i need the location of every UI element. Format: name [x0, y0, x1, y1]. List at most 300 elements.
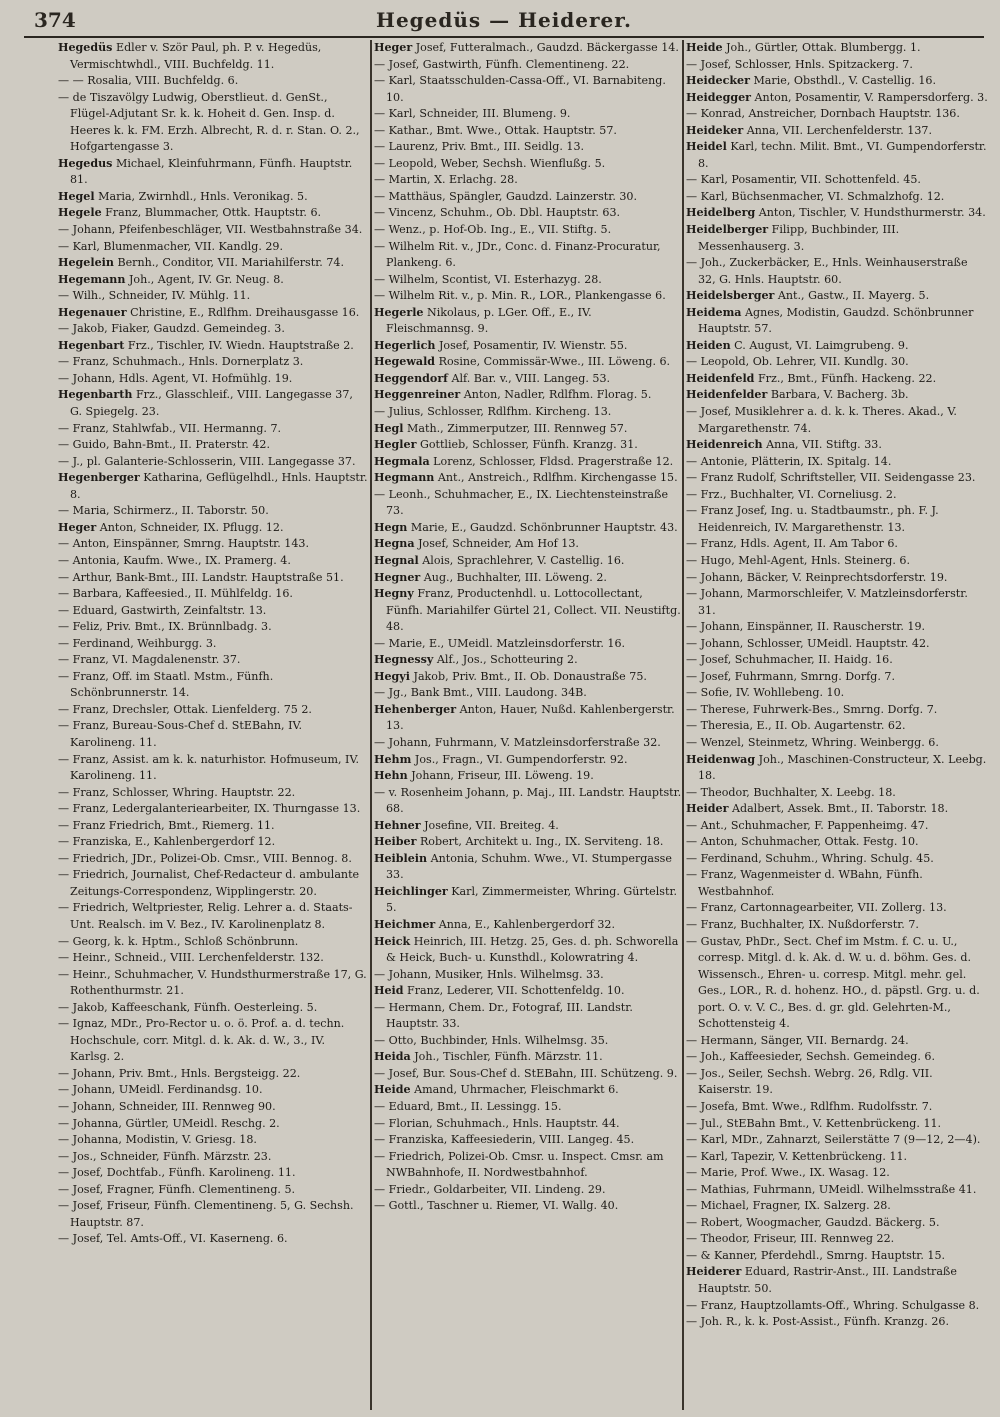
- entry-details: — Friedrich, Polizei-Ob. Cmsr. u. Inspect. Cmsr. am NWBahnhofe, II. Nordwestbahnhof.: [374, 1149, 664, 1180]
- entry-details: — Heinr., Schuhmacher, V. Hundsthurmerstraße 17, G. Rothenthurmstr. 21.: [58, 967, 367, 998]
- directory-entry: [58, 387, 368, 420]
- entry-surname: Hegenauer: [58, 305, 127, 319]
- directory-entry: [374, 106, 682, 123]
- directory-entry: [374, 1033, 682, 1050]
- directory-entry: [686, 619, 988, 636]
- entry-details: Franz, Blummacher, Ottk. Hauptstr. 6.: [105, 206, 322, 220]
- directory-entry: [58, 900, 368, 933]
- entry-details: — Franz, Stahlwfab., VII. Hermanng. 7.: [58, 421, 282, 435]
- entry-details: — J., pl. Galanterie-Schlosserin, VIII. Langegasse 37.: [58, 454, 356, 468]
- page-header: [24, 6, 984, 38]
- entry-details: — Anton, Schuhmacher, Ottak. Festg. 10.: [686, 835, 919, 849]
- directory-entry: [374, 1182, 682, 1199]
- entry-surname: Hegenberger: [58, 471, 140, 485]
- directory-entry: [686, 718, 988, 735]
- directory-entry: [58, 553, 368, 570]
- directory-entry: [58, 1182, 368, 1199]
- entry-details: Anton, Posamentir, V. Rampersdorferg. 3.: [754, 90, 988, 104]
- directory-entry: [686, 1033, 988, 1050]
- directory-entry: [686, 917, 988, 934]
- entry-surname: Heick: [374, 934, 411, 948]
- entry-surname: Hegedus: [58, 156, 113, 170]
- entry-details: — Johann, UMeidl. Ferdinandsg. 10.: [58, 1083, 263, 1097]
- directory-entry: [58, 1165, 368, 1182]
- entry-details: — Eduard, Bmt., II. Lessingg. 15.: [374, 1100, 562, 1113]
- directory-entry: [374, 156, 682, 173]
- entry-details: — Jakob, Fiaker, Gaudzd. Gemeindeg. 3.: [58, 322, 285, 336]
- entry-details: — Josefa, Bmt. Wwe., Rdlfhm. Rudolfsstr. 7.: [686, 1100, 933, 1113]
- entry-details: — Josef, Gastwirth, Fünfh. Clementineng. 22.: [374, 57, 630, 71]
- entry-details: — Franz, VI. Magdalenenstr. 37.: [58, 653, 241, 667]
- directory-entry: [58, 371, 368, 388]
- entry-details: — Marie, E., UMeidl. Matzleinsdorferstr. 16.: [374, 636, 626, 650]
- entry-details: — Franz, Hauptzollamts-Off., Whring. Schulgasse 8.: [686, 1298, 980, 1312]
- entry-details: — Franz, Bureau-Sous-Chef d. StEBahn, IV. Karolineng. 11.: [58, 719, 303, 749]
- directory-entry: [686, 454, 988, 471]
- directory-entry: [686, 1231, 988, 1248]
- entry-details: Heinrich, III. Hetzg. 25, Ges. d. ph. Schworella & Heick, Buch- u. Kunsthdl., Kolowratring 4.: [386, 934, 679, 965]
- entry-details: — Gustav, PhDr., Sect. Chef im Mstm. f. C. u. U., corresp. Mitgl. d. k. Ak. d. W. u. d. böhm. Ges. d. Wissensch., Ehren- u. corresp. Mitgl. mehr. gel. Ges., LOR., R. d. hohenz. HO., d. päpstl. Grg. u. d. port. O. v. V. C., Bes. d. gr. gld. Gelehrten-M., Schottensteig 4.: [686, 934, 980, 1031]
- directory-entry: [374, 1198, 682, 1215]
- entry-details: Edler v. Ször Paul, ph. P. v. Hegedüs, Vermischtwhdl., VIII. Buchfeldg. 11.: [70, 41, 322, 71]
- entry-details: — Sofie, IV. Wohllebeng. 10.: [686, 686, 845, 700]
- entry-details: — Hermann, Sänger, VII. Bernardg. 24.: [686, 1033, 909, 1047]
- entry-details: — Therese, Fuhrwerk-Bes., Smrng. Dorfg. 7.: [686, 702, 938, 716]
- directory-entry: [686, 636, 988, 653]
- entry-details: — Josef, Fragner, Fünfh. Clementineng. 5.: [58, 1182, 296, 1196]
- entry-details: — Anton, Einspänner, Smrng. Hauptstr. 143.: [58, 537, 310, 551]
- entry-surname: Hegl: [374, 421, 404, 435]
- directory-entry: [58, 702, 368, 719]
- directory-entry: [686, 801, 988, 818]
- entry-surname: Heida: [374, 1050, 411, 1064]
- entry-surname: Heide: [374, 1083, 411, 1097]
- directory-entry: [686, 834, 988, 851]
- directory-entry: [686, 1264, 988, 1297]
- directory-entry: [374, 288, 682, 305]
- entry-surname: Hegele: [58, 206, 102, 220]
- entry-details: — Karl, Posamentir, VII. Schottenfeld. 45.: [686, 173, 921, 187]
- entry-details: — Josef, Bur. Sous-Chef d. StEBahn, III. Schützeng. 9.: [374, 1066, 678, 1080]
- entry-details: — Leonh., Schuhmacher, E., IX. Liechtensteinstraße 73.: [374, 487, 669, 518]
- entry-details: Marie, E., Gaudzd. Schönbrunner Hauptstr. 43.: [410, 520, 678, 534]
- directory-entry: [686, 73, 988, 90]
- entry-details: — Johann, Musiker, Hnls. Wilhelmsg. 33.: [374, 967, 604, 981]
- entry-details: Anton, Tischler, V. Hundsthurmerstr. 34.: [758, 206, 986, 220]
- entry-details: — Wilhelm Rit. v., JDr., Conc. d. Finanz-Procuratur, Plankeng. 6.: [374, 239, 661, 270]
- entry-surname: Hegny: [374, 587, 414, 601]
- entry-details: Rosine, Commissär-Wwe., III. Löweng. 6.: [438, 355, 671, 369]
- directory-entry: [686, 1049, 988, 1066]
- directory-entry: [686, 487, 988, 504]
- directory-entry: [374, 1132, 682, 1149]
- entry-surname: Hegerle: [374, 305, 424, 319]
- directory-entry: [686, 536, 988, 553]
- entry-details: — Leopold, Weber, Sechsh. Wienflußg. 5.: [374, 156, 606, 170]
- entry-details: Nikolaus, p. LGer. Off., E., IV. Fleischmannsg. 9.: [386, 305, 592, 336]
- entry-details: — Guido, Bahn-Bmt., II. Praterstr. 42.: [58, 438, 270, 452]
- directory-entry: [374, 487, 682, 520]
- directory-entry: [374, 205, 682, 222]
- directory-entry: [374, 1149, 682, 1182]
- directory-entry: [686, 570, 988, 587]
- directory-entry: [58, 1082, 368, 1099]
- directory-entry: [686, 503, 988, 536]
- entry-details: Anna, VII. Lerchenfelderstr. 137.: [746, 123, 932, 137]
- directory-entry: [58, 867, 368, 900]
- entry-surname: Hehner: [374, 818, 421, 832]
- entry-details: — Feliz, Priv. Bmt., IX. Brünnlbadg. 3.: [58, 620, 272, 634]
- directory-entry: [58, 205, 368, 222]
- entry-details: Frz., Bmt., Fünfh. Hackeng. 22.: [757, 371, 937, 385]
- directory-entry: [58, 967, 368, 1000]
- entry-surname: Heger: [374, 41, 413, 54]
- entry-surname: Hehn: [374, 769, 408, 783]
- entry-details: — Joh. R., k. k. Post-Assist., Fünfh. Kranzg. 26.: [686, 1315, 949, 1329]
- entry-details: Aug., Buchhalter, III. Löweng. 2.: [423, 570, 607, 584]
- entry-details: — Karl, MDr., Zahnarzt, Seilerstätte 7 (9—12, 2—4).: [686, 1133, 981, 1147]
- directory-entry: [374, 1066, 682, 1083]
- column-1: [58, 40, 368, 1412]
- directory-entry: [58, 272, 368, 289]
- directory-entry: [686, 139, 988, 172]
- directory-entry: [58, 437, 368, 454]
- directory-entry: [58, 1000, 368, 1017]
- directory-entry: [686, 851, 988, 868]
- directory-entry: [374, 139, 682, 156]
- entry-surname: Hegedüs: [58, 41, 113, 54]
- directory-entry: [374, 1000, 682, 1033]
- entry-details: Christine, E., Rdlfhm. Dreihausgasse 16.: [130, 305, 360, 319]
- entry-details: Agnes, Modistin, Gaudzd. Schönbrunner Hauptstr. 57.: [698, 305, 974, 336]
- entry-details: Josef, Posamentir, IV. Wienstr. 55.: [438, 338, 628, 352]
- entry-details: — Kathar., Bmt. Wwe., Ottak. Hauptstr. 57.: [374, 123, 617, 137]
- directory-entry: [686, 586, 988, 619]
- entry-details: Bernh., Conditor, VII. Mariahilferstr. 74.: [117, 256, 344, 270]
- entry-surname: Heidecker: [686, 74, 750, 88]
- entry-details: C. August, VI. Laimgrubeng. 9.: [734, 338, 909, 352]
- directory-entry: [58, 1231, 368, 1248]
- directory-entry: [374, 305, 682, 338]
- directory-entry: [58, 239, 368, 256]
- entry-details: — Karl, Büchsenmacher, VI. Schmalzhofg. 12.: [686, 189, 945, 203]
- directory-entry: [374, 1099, 682, 1116]
- directory-entry: [686, 205, 988, 222]
- directory-entry: [374, 570, 682, 587]
- entry-details: — Franz, Off. im Staatl. Mstm., Fünfh. Schönbrunnerstr. 14.: [58, 669, 274, 700]
- entry-details: Anton, Nadler, Rdlfhm. Florag. 5.: [463, 388, 652, 402]
- entry-details: — Gottl., Taschner u. Riemer, VI. Wallg. 40.: [374, 1199, 619, 1213]
- directory-entry: [374, 884, 682, 917]
- entry-details: Antonia, Schuhm. Wwe., VI. Stumpergasse 33.: [386, 851, 672, 882]
- entry-details: — Joh., Kaffeesieder, Sechsh. Gemeindeg. 6.: [686, 1050, 936, 1064]
- entry-surname: Hegerlich: [374, 338, 436, 352]
- entry-surname: Hegewald: [374, 355, 436, 369]
- entry-details: — Franz, Hdls. Agent, II. Am Tabor 6.: [686, 537, 898, 551]
- directory-entry: [58, 454, 368, 471]
- entry-details: — Antonie, Plätterin, IX. Spitalg. 14.: [686, 454, 892, 468]
- directory-entry: [686, 652, 988, 669]
- directory-entry: [58, 619, 368, 636]
- directory-entry: [374, 768, 682, 785]
- entry-details: — Josef, Tel. Amts-Off., VI. Kaserneng. 6.: [58, 1232, 288, 1246]
- directory-entry: [58, 354, 368, 371]
- entry-surname: Hegemann: [58, 272, 126, 286]
- entry-details: Katharina, Geflügelhdl., Hnls. Hauptstr. 8.: [70, 471, 368, 501]
- entry-details: Ant., Anstreich., Rdlfhm. Kirchengasse 15.: [437, 471, 678, 485]
- entry-surname: Heiderer: [686, 1265, 742, 1279]
- entry-details: — Hugo, Mehl-Agent, Hnls. Steinerg. 6.: [686, 553, 911, 567]
- entry-details: — Jul., StEBahn Bmt., V. Kettenbrückeng. 11.: [686, 1116, 942, 1130]
- entry-details: Franz, Productenhdl. u. Lottocollectant, Fünfh. Mariahilfer Gürtel 21, Collect. VII. Neustiftg. 48.: [386, 587, 681, 634]
- directory-entry: [58, 73, 368, 90]
- directory-entry: [374, 636, 682, 653]
- entry-details: — Karl, Blumenmacher, VII. Kandlg. 29.: [58, 239, 284, 253]
- entry-surname: Hegnal: [374, 553, 419, 567]
- running-head: Hegedüs — Heiderer.: [376, 8, 632, 32]
- entry-details: Alf. Bar. v., VIII. Langeg. 53.: [451, 371, 611, 385]
- entry-details: — Ferdinand, Weihburgg. 3.: [58, 636, 217, 650]
- directory-entry: [58, 801, 368, 818]
- entry-details: Jos., Fragn., VI. Gumpendorferstr. 92.: [414, 752, 628, 766]
- directory-entry: [374, 752, 682, 769]
- entry-details: — Josef, Schuhmacher, II. Haidg. 16.: [686, 653, 893, 667]
- entry-details: Barbara, V. Bacherg. 3b.: [770, 388, 909, 402]
- entry-details: — Karl, Schneider, III. Blumeng. 9.: [374, 107, 571, 121]
- entry-surname: Heide: [686, 41, 723, 54]
- entry-details: — Julius, Schlosser, Rdlfhm. Kircheng. 13.: [374, 405, 612, 419]
- directory-entry: [58, 818, 368, 835]
- directory-entry: [686, 338, 988, 355]
- entry-details: — Florian, Schuhmach., Hnls. Hauptstr. 44.: [374, 1116, 620, 1130]
- entry-details: — Johann, Priv. Bmt., Hnls. Bergsteigg. 22.: [58, 1066, 301, 1080]
- directory-entry: [686, 305, 988, 338]
- entry-details: — Frz., Buchhalter, VI. Corneliusg. 2.: [686, 487, 897, 501]
- entry-details: Joh., Gürtler, Ottak. Blumbergg. 1.: [726, 41, 921, 54]
- directory-entry: [374, 371, 682, 388]
- entry-details: — Friedrich, Journalist, Chef-Redacteur d. ambulante Zeitungs-Correspondenz, Wipplingerstr. 20.: [58, 868, 360, 898]
- entry-surname: Hegenbarth: [58, 388, 133, 402]
- directory-entry: [686, 123, 988, 140]
- entry-details: — Laurenz, Priv. Bmt., III. Seidlg. 13.: [374, 140, 585, 154]
- entry-details: Robert, Architekt u. Ing., IX. Serviteng. 18.: [419, 835, 664, 849]
- entry-surname: Heichlinger: [374, 884, 448, 898]
- directory-entry: [58, 785, 368, 802]
- entry-details: — Franz, Ledergalanteriearbeiter, IX. Thurngasse 13.: [58, 802, 361, 816]
- directory-entry: [374, 1116, 682, 1133]
- directory-entry: [374, 536, 682, 553]
- directory-entry: [374, 834, 682, 851]
- entry-details: — Johann, Hdls. Agent, VI. Hofmühlg. 19.: [58, 371, 293, 385]
- entry-details: — Mathias, Fuhrmann, UMeidl. Wilhelmsstraße 41.: [686, 1182, 977, 1196]
- entry-details: Ant., Gastw., II. Mayerg. 5.: [777, 289, 930, 303]
- column-3: [686, 40, 988, 1412]
- entry-details: — Konrad, Anstreicher, Dornbach Hauptstr. 136.: [686, 107, 960, 121]
- directory-entry: [686, 1132, 988, 1149]
- entry-details: — Wilh., Schneider, IV. Mühlg. 11.: [58, 289, 251, 303]
- entry-surname: Hegenbart: [58, 338, 125, 352]
- directory-entry: [58, 570, 368, 587]
- entry-details: — Franziska, Kaffeesiederin, VIII. Langeg. 45.: [374, 1133, 635, 1147]
- directory-entry: [686, 900, 988, 917]
- directory-entry: [686, 222, 988, 255]
- entry-surname: Heggenreiner: [374, 388, 461, 402]
- entry-details: — & Kanner, Pferdehdl., Smrng. Hauptstr. 15.: [686, 1248, 946, 1262]
- directory-entry: [686, 1314, 988, 1331]
- entry-details: — Theodor, Buchhalter, X. Leebg. 18.: [686, 785, 896, 799]
- column-2: [374, 40, 682, 1412]
- directory-entry: [686, 40, 988, 57]
- directory-entry: [686, 172, 988, 189]
- entry-details: — Friedrich, JDr., Polizei-Ob. Cmsr., VIII. Bennog. 8.: [58, 851, 352, 865]
- directory-entry: [58, 752, 368, 785]
- entry-details: Eduard, Rastrir-Anst., III. Landstraße Hauptstr. 50.: [698, 1265, 957, 1296]
- entry-details: Frz., Glasschleif., VIII. Langegasse 37, G. Spiegelg. 23.: [70, 388, 353, 419]
- directory-entry: [686, 553, 988, 570]
- entry-details: Lorenz, Schlosser, Fldsd. Pragerstraße 12.: [433, 454, 674, 468]
- entry-details: — Johann, Schneider, III. Rennweg 90.: [58, 1100, 276, 1113]
- directory-entry: [686, 785, 988, 802]
- directory-entry: [374, 222, 682, 239]
- entry-surname: Hegyi: [374, 669, 410, 683]
- entry-surname: Heichmer: [374, 917, 436, 931]
- directory-entry: [686, 1116, 988, 1133]
- entry-surname: Heidenreich: [686, 438, 763, 452]
- directory-entry: [58, 470, 368, 503]
- directory-entry: [686, 1215, 988, 1232]
- entry-details: — Johanna, Modistin, V. Griesg. 18.: [58, 1133, 257, 1147]
- directory-entry: [686, 1298, 988, 1315]
- directory-entry: [686, 437, 988, 454]
- directory-entry: [58, 503, 368, 520]
- entry-details: Josefine, VII. Breiteg. 4.: [424, 818, 559, 832]
- directory-entry: [686, 90, 988, 107]
- entry-details: Marie, Obsthdl., V. Castellig. 16.: [753, 74, 937, 88]
- directory-entry: [58, 255, 368, 272]
- entry-details: — Ant., Schuhmacher, F. Pappenheimg. 47.: [686, 818, 929, 832]
- entry-details: — Franz, Drechsler, Ottak. Lienfelderg. 75 2.: [58, 702, 312, 716]
- entry-details: — Wilhelm, Scontist, VI. Esterhazyg. 28.: [374, 272, 602, 286]
- entry-surname: Heger: [58, 520, 97, 534]
- directory-entry: [374, 685, 682, 702]
- directory-entry: [58, 1016, 368, 1066]
- entry-surname: Heidenwag: [686, 752, 756, 766]
- entry-details: — Jos., Schneider, Fünfh. Märzstr. 23.: [58, 1149, 272, 1163]
- directory-entry: [686, 735, 988, 752]
- directory-entry: [58, 669, 368, 702]
- entry-details: — Franziska, E., Kahlenbergerdorf 12.: [58, 835, 276, 849]
- entry-details: — Robert, Woogmacher, Gaudzd. Bäckerg. 5.: [686, 1215, 940, 1229]
- directory-entry: [686, 1165, 988, 1182]
- directory-entry: [58, 40, 368, 73]
- entry-details: Franz, Lederer, VII. Schottenfeldg. 10.: [407, 984, 625, 998]
- entry-surname: Hegn: [374, 520, 408, 534]
- directory-entry: [374, 404, 682, 421]
- entry-details: Joh., Tischler, Fünfh. Märzstr. 11.: [414, 1050, 603, 1064]
- directory-entry: [374, 553, 682, 570]
- directory-entry: [374, 652, 682, 669]
- directory-entry: [686, 57, 988, 74]
- entry-details: — Wenzel, Steinmetz, Whring. Weinbergg. 6.: [686, 735, 939, 749]
- entry-details: Joh., Agent, IV. Gr. Neug. 8.: [128, 272, 284, 286]
- directory-entry: [374, 818, 682, 835]
- entry-details: Alois, Sprachlehrer, V. Castellig. 16.: [422, 553, 625, 567]
- directory-entry: [58, 950, 368, 967]
- entry-surname: Heider: [686, 802, 729, 816]
- directory-entry: [374, 421, 682, 438]
- entry-details: — Franz Josef, Ing. u. Stadtbaumstr., ph. F. J. Heidenreich, IV. Margarethenstr. 13.: [686, 504, 939, 534]
- directory-entry: [686, 867, 988, 900]
- page-number: 374: [34, 8, 76, 32]
- entry-surname: Heggendorf: [374, 371, 448, 385]
- entry-details: — Karl, Tapezir, V. Kettenbrückeng. 11.: [686, 1149, 908, 1163]
- directory-entry: [686, 387, 988, 404]
- entry-details: Filipp, Buchbinder, III. Messenhauserg. 3.: [698, 223, 900, 253]
- directory-entry: [686, 1099, 988, 1116]
- directory-entry: [374, 1082, 682, 1099]
- directory-entry: [686, 1149, 988, 1166]
- entry-surname: Hegmann: [374, 471, 435, 485]
- directory-entry: [58, 338, 368, 355]
- directory-entry: [374, 437, 682, 454]
- entry-details: Frz., Tischler, IV. Wiedn. Hauptstraße 2.: [127, 338, 354, 352]
- entry-details: — Martin, X. Erlachg. 28.: [374, 173, 518, 187]
- directory-entry: [374, 172, 682, 189]
- entry-surname: Heiber: [374, 835, 417, 849]
- directory-entry: [58, 189, 368, 206]
- directory-entry: [686, 1182, 988, 1199]
- entry-details: — Theodor, Friseur, III. Rennweg 22.: [686, 1232, 895, 1246]
- entry-surname: Hegmala: [374, 454, 430, 468]
- entry-surname: Heidema: [686, 305, 742, 319]
- entry-details: — Johann, Bäcker, V. Reinprechtsdorferstr. 19.: [686, 570, 948, 584]
- directory-entry: [58, 834, 368, 851]
- entry-surname: Hehenberger: [374, 702, 457, 716]
- entry-details: — Josef, Fuhrmann, Smrng. Dorfg. 7.: [686, 669, 895, 683]
- entry-details: Jakob, Priv. Bmt., II. Ob. Donaustraße 75.: [413, 669, 647, 683]
- entry-details: Maria, Zwirnhdl., Hnls. Veronikag. 5.: [98, 189, 308, 203]
- entry-details: Josef, Futteralmach., Gaudzd. Bäckergasse 14.: [415, 41, 679, 54]
- entry-details: — Jakob, Kaffeeschank, Fünfh. Oesterleing. 5.: [58, 1000, 318, 1014]
- entry-details: — Friedrich, Weltpriester, Relig. Lehrer a. d. Staats-Unt. Realsch. im V. Bez., IV. Karolinenplatz 8.: [58, 901, 353, 931]
- directory-entry: [374, 967, 682, 984]
- directory-entry: [58, 1132, 368, 1149]
- directory-entry: [686, 685, 988, 702]
- directory-entry: [686, 1198, 988, 1215]
- directory-entry: [686, 702, 988, 719]
- entry-surname: Hehm: [374, 752, 412, 766]
- entry-details: Anton, Schneider, IX. Pflugg. 12.: [99, 520, 284, 534]
- entry-details: — Johann, Einspänner, II. Rauscherstr. 19.: [686, 620, 926, 634]
- entry-details: — Joh., Zuckerbäcker, E., Hnls. Weinhauserstraße 32, G. Hnls. Hauptstr. 60.: [686, 256, 968, 286]
- directory-entry: [374, 669, 682, 686]
- directory-entry: [374, 454, 682, 471]
- entry-details: — Wilhelm Rit. v., p. Min. R., LOR., Plankengasse 6.: [374, 289, 666, 303]
- directory-entry: [374, 1049, 682, 1066]
- entry-details: — Ignaz, MDr., Pro-Rector u. o. ö. Prof. a. d. techn. Hochschule, corr. Mitgl. d. k. Ak. d. W., 3., IV. Karlsg. 2.: [58, 1017, 345, 1064]
- directory-entry: [374, 917, 682, 934]
- entry-details: Joh., Maschinen-Constructeur, X. Leebg. 18.: [698, 752, 987, 783]
- directory-entry: [58, 421, 368, 438]
- entry-details: — Hermann, Chem. Dr., Fotograf, III. Landstr. Hauptstr. 33.: [374, 1000, 633, 1031]
- directory-entry: [374, 338, 682, 355]
- entry-surname: Heidegger: [686, 90, 751, 104]
- entry-details: — Franz, Schuhmach., Hnls. Dornerplatz 3.: [58, 355, 304, 369]
- directory-entry: [58, 90, 368, 156]
- directory-entry: [374, 354, 682, 371]
- directory-entry: [58, 636, 368, 653]
- directory-entry: [374, 851, 682, 884]
